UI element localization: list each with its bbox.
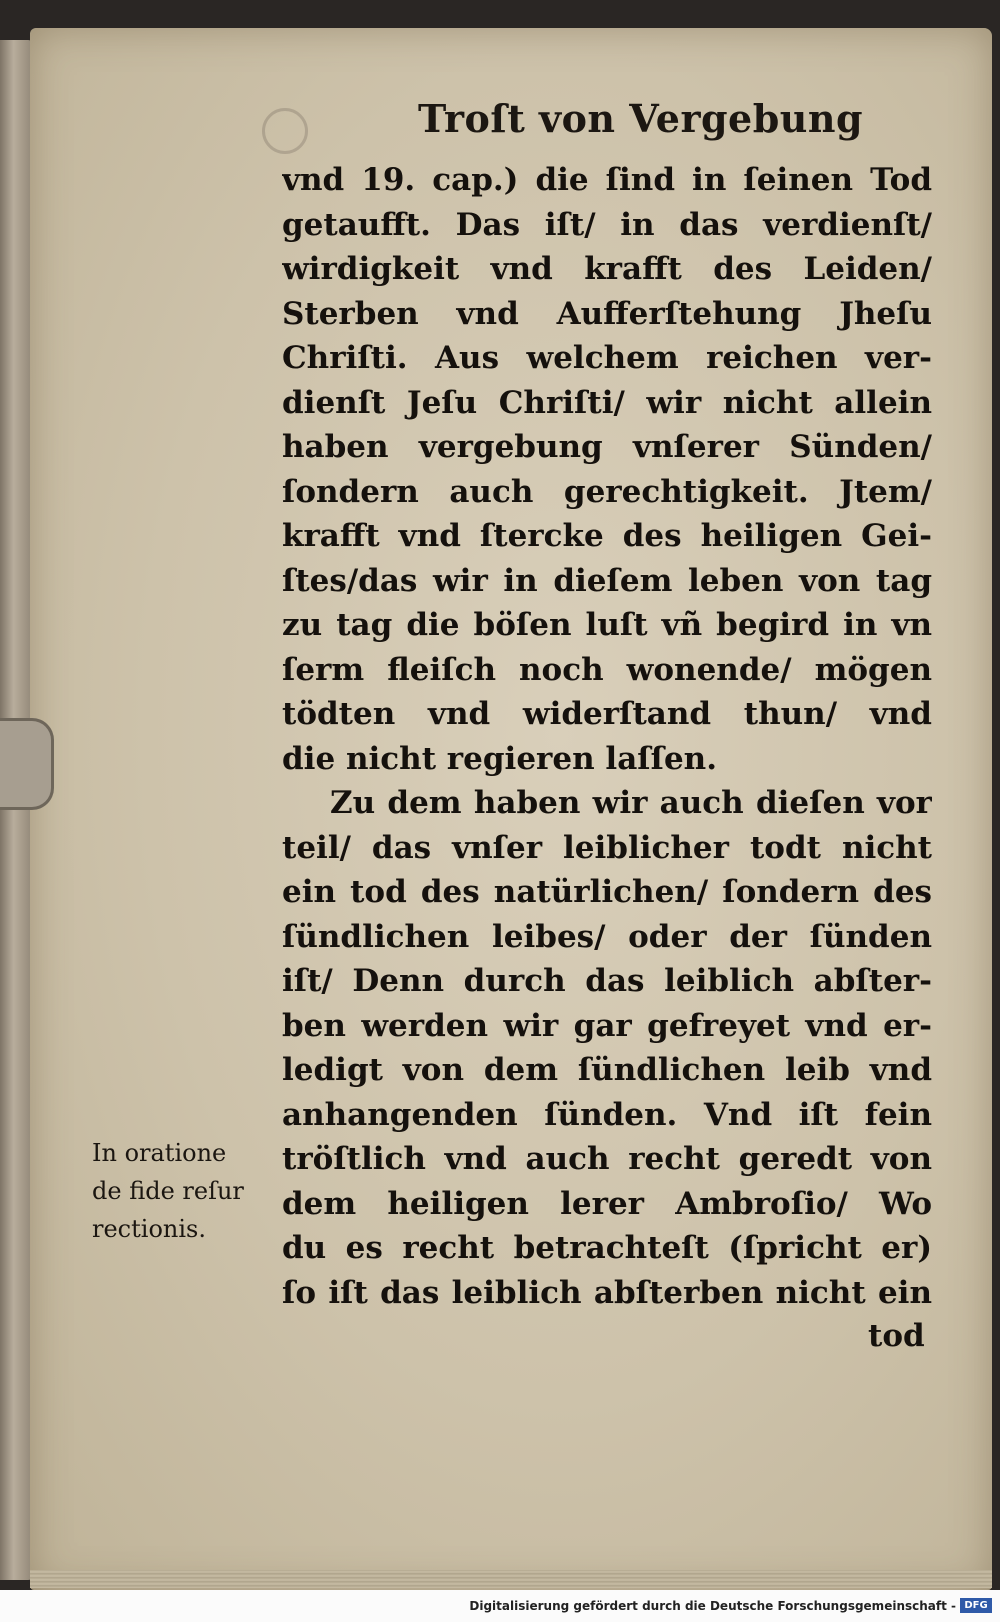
digitization-footer bbox=[0, 1590, 1000, 1622]
text-line: ſondern auch gerechtigkeit. Jtem/ bbox=[282, 473, 932, 510]
text-line: du es recht betrachteſt (ſpricht er) bbox=[282, 1230, 932, 1266]
body-text bbox=[282, 158, 932, 1315]
ink-smudge bbox=[262, 108, 308, 154]
text-line: zu tag die böſen luſt vñ begird in vn bbox=[282, 607, 932, 643]
margin-note-line: In oratione bbox=[92, 1139, 227, 1167]
text-line: Zu dem haben wir auch dieſen vor bbox=[330, 785, 932, 821]
margin-note-line: rectionis. bbox=[92, 1215, 206, 1243]
text-line: teil/ das vnſer leiblicher todt nicht bbox=[282, 829, 932, 866]
text-line: getaufft. Das iſt/ in das verdienſt/ bbox=[282, 206, 932, 243]
text-line: iſt/ Denn durch das leiblich abſter- bbox=[282, 963, 932, 999]
text-line: haben vergebung vnſerer Sünden/ bbox=[282, 429, 932, 465]
text-line: dienſt Jeſu Chriſti/ wir nicht allein bbox=[282, 384, 932, 421]
book-clasp bbox=[0, 718, 54, 810]
margin-note-line: de fide reſur bbox=[92, 1177, 244, 1205]
text-line: tödten vnd widerſtand thun/ vnd bbox=[282, 696, 932, 732]
catchword: tod bbox=[868, 1318, 925, 1354]
text-line: ſerm fleiſch noch wonende/ mögen bbox=[282, 651, 932, 688]
page-stack-edge bbox=[30, 1570, 992, 1588]
text-line: dem heiligen lerer Ambroſio/ Wo bbox=[282, 1185, 932, 1222]
text-line: wirdigkeit vnd krafft des Leiden/ bbox=[282, 251, 932, 287]
text-line: ſtes/das wir in dieſem leben von tag bbox=[282, 562, 932, 599]
text-line: die nicht regieren laſſen. bbox=[282, 740, 718, 777]
text-line: ſo iſt das leiblich abſterben nicht ein bbox=[282, 1274, 932, 1311]
text-line: vnd 19. cap.) die ſind in ſeinen Tod bbox=[282, 162, 932, 198]
text-line: krafft vnd ſtercke des heiligen Gei- bbox=[282, 518, 932, 554]
text-line: anhangenden ſünden. Vnd iſt fein bbox=[282, 1096, 932, 1133]
text-line: Chriſti. Aus welchem reichen ver- bbox=[282, 340, 932, 376]
book-spine-edge bbox=[0, 40, 34, 1580]
text-line: ben werden wir gar gefreyet vnd er- bbox=[282, 1007, 932, 1044]
text-line: Sterben vnd Aufferſtehung Jheſu bbox=[282, 295, 932, 332]
dfg-logo: DFG bbox=[960, 1598, 992, 1613]
text-line: tröſtlich vnd auch recht geredt von bbox=[282, 1141, 932, 1177]
running-head: Troſt von Vergebung bbox=[418, 96, 864, 141]
margin-note bbox=[92, 1134, 274, 1248]
text-line: ſündlichen leibes/ oder der ſünden bbox=[282, 918, 932, 955]
text-line: ein tod des natürlichen/ ſondern des bbox=[282, 874, 932, 910]
footer-credit: Digitalisierung gefördert durch die Deutsche Forschungsgemeinschaft - bbox=[469, 1599, 956, 1613]
text-line: ledigt von dem ſündlichen leib vnd bbox=[282, 1052, 932, 1088]
